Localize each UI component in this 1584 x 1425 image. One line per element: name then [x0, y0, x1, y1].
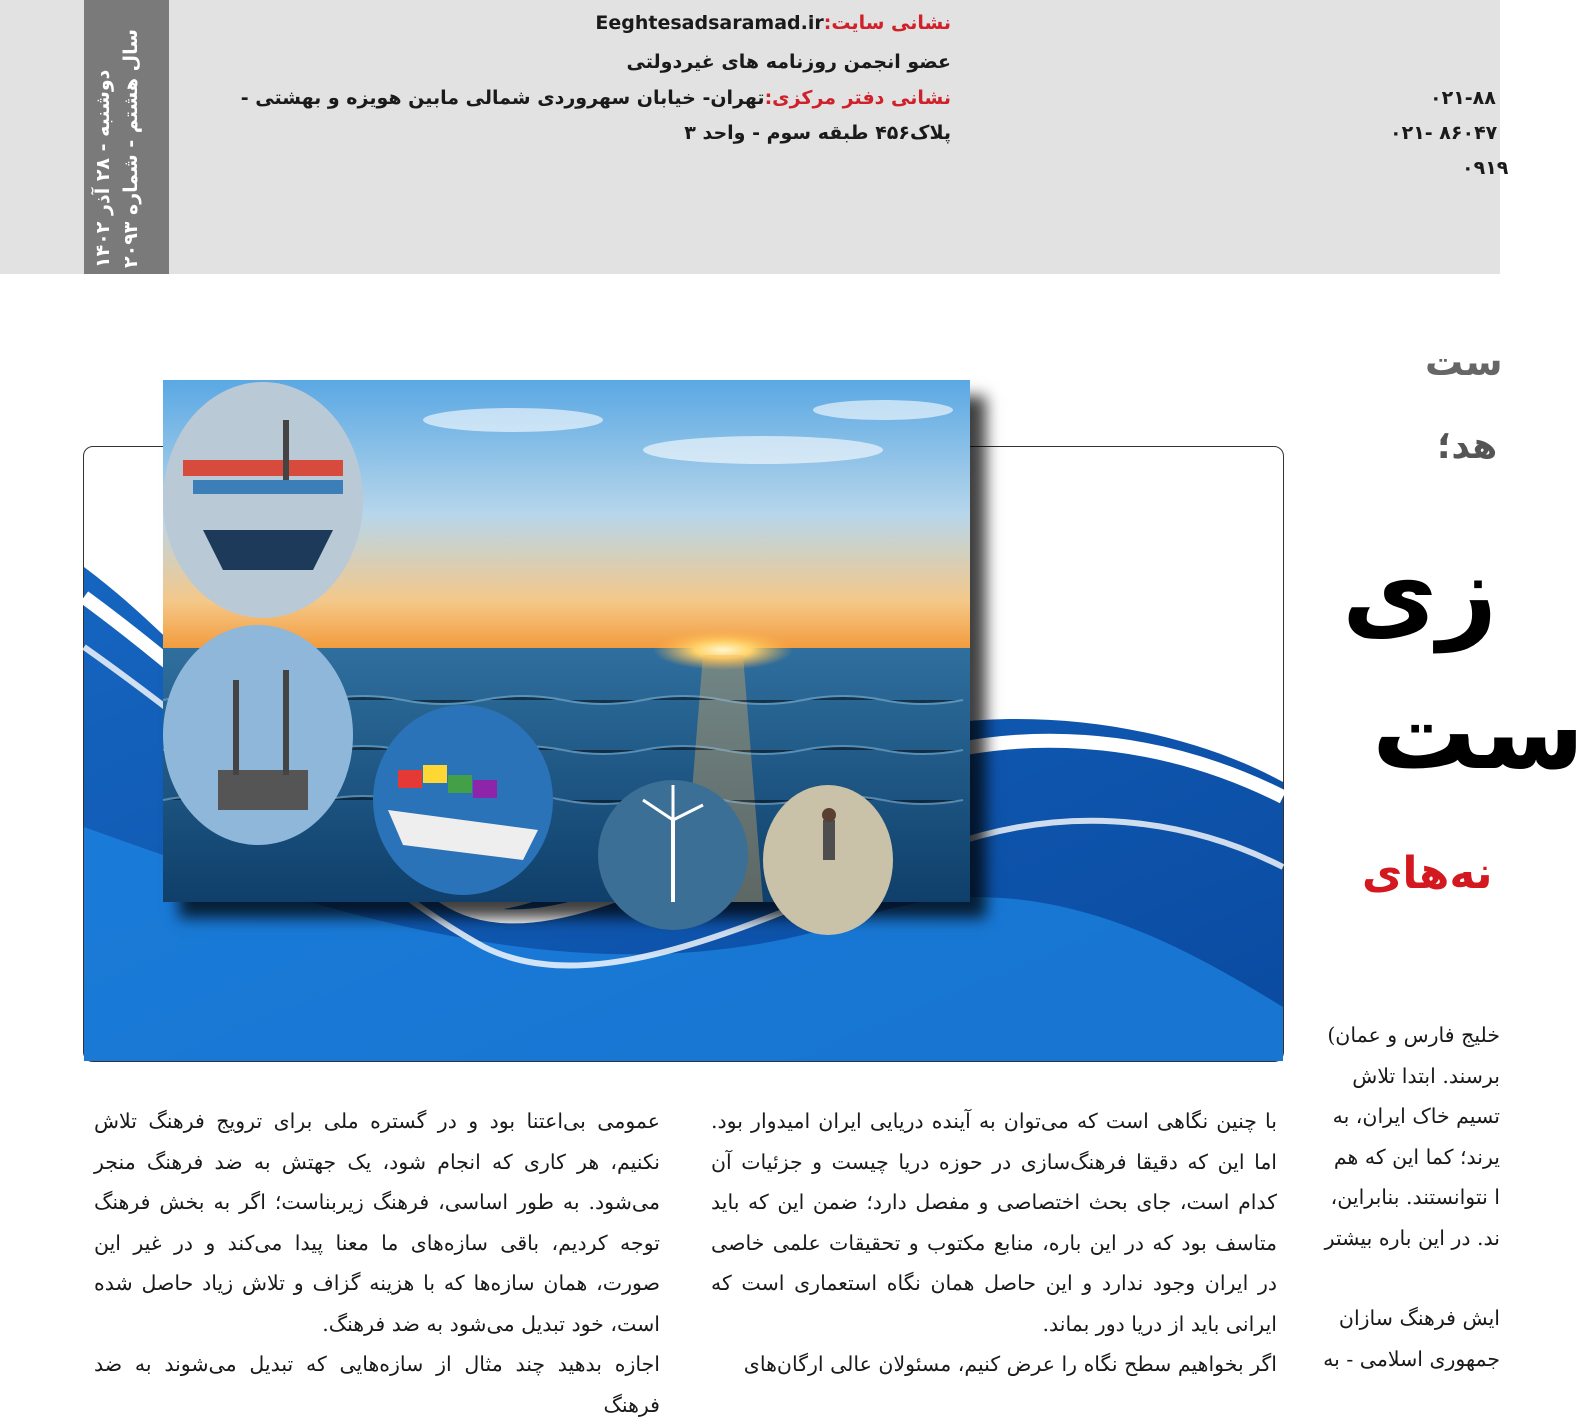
office-label: نشانی دفتر مرکزی: — [764, 87, 951, 109]
middle-paragraph-1: با چنین نگاهی است که می‌توان به آینده دریایی ایران امیدوار بود. اما این که دقیقا فرهنگ‌سازی در حوزه دریا چیست و جزئیات آن کدام است، جای بحث اختصاصی و مفصل دارد؛ ضمن این که باید متاسف بود که در این باره، منابع مکتوب و تحقیقات علمی خاصی در ایران وجود ندارد و این حاصل همان نگاه استعماری است که ایرانی باید از دریا دور بماند. — [711, 1109, 1277, 1336]
container-ship-inset — [373, 705, 553, 895]
membership-line: عضو انجمن روزنامه های غیردولتی — [626, 51, 951, 73]
issue-date: دوشنبه - ۲۸ آذر ۱۴۰۲ — [92, 69, 114, 268]
right-line: ند. در این باره بیشتر — [1324, 1225, 1500, 1250]
fisherman-inset — [763, 785, 893, 935]
left-paragraph-1: عمومی بی‌اعتنا بود و در گستره ملی برای ترویج فرهنگ تلاش نکنیم، هر کاری که انجام شود، یک جهتش به ضد فرهنگ منجر می‌شود. به طور اساسی، فرهنگ زیربناست؛ اگر به بخش فرهنگ توجه کردیم، باقی سازه‌های ما معنا پیدا می‌کند و در غیر این صورت، همان سازه‌ها که با هزینه گزاف و تلاش زیاد حاصل شده است، خود تبدیل می‌شود به ضد فرهنگ. — [94, 1109, 660, 1336]
site-label: نشانی سایت: — [823, 12, 951, 34]
right-line: برسند. ابتدا تلاش — [1352, 1063, 1500, 1088]
headline-subtitle: نه‌های — [1362, 848, 1493, 899]
issue-date-text — [89, 29, 145, 268]
right-line: یرند؛ کما این که هم — [1333, 1144, 1500, 1169]
site-line — [595, 12, 951, 34]
right-line: خلیج فارس و عمان) — [1327, 1023, 1500, 1047]
left-paragraph-2: اجازه بدهید چند مثال از سازه‌هایی که تبدیل می‌شوند به ضد فرهنگ — [94, 1352, 660, 1417]
sea-photo-art — [163, 380, 970, 902]
office-line — [241, 87, 951, 109]
right-line: جمهوری اسلامی - به — [1323, 1346, 1500, 1371]
middle-paragraph-2: اگر بخواهیم سطح نگاه را عرض کنیم، مسئولان عالی ارگان‌های — [743, 1352, 1277, 1376]
headline-title-1: زی — [1342, 531, 1498, 653]
wind-turbine-inset — [598, 780, 748, 930]
issue-number: سال هشتم - شماره ۲۰۹۳ — [120, 29, 142, 268]
article-right-column — [1300, 1015, 1500, 1379]
phone-3: ۰۹۱۹ — [1462, 157, 1509, 179]
oil-rig-inset — [163, 625, 353, 845]
phone-1: ۰۲۱-۸۸ — [1430, 87, 1496, 109]
right-line: ایش فرهنگ سازان — [1338, 1306, 1500, 1330]
headline-kicker-1: ست — [1425, 340, 1503, 384]
sea-photo — [163, 380, 970, 902]
article-middle-column — [711, 1101, 1277, 1385]
headline-kicker-2: هد؛ — [1437, 426, 1498, 467]
headline-title-2: ست — [1372, 671, 1584, 793]
issue-date-strip — [84, 0, 169, 274]
site-url[interactable]: Eeghtesadsaramad.ir — [595, 12, 824, 34]
right-line: تسیم خاک ایران، به — [1332, 1104, 1500, 1128]
office-address: تهران- خیابان سهروردی شمالی مابین هویزه و بهشتی - — [240, 87, 765, 109]
phone-2: ۰۲۱- ۸۶۰۴۷ — [1390, 122, 1498, 144]
right-line: ا نتوانستند. بنابراین، — [1330, 1185, 1500, 1209]
office-line-2: پلاک۴۵۶ طبقه سوم - واحد ۳ — [684, 122, 951, 144]
port-inset — [163, 382, 363, 618]
article-left-column — [94, 1101, 660, 1425]
